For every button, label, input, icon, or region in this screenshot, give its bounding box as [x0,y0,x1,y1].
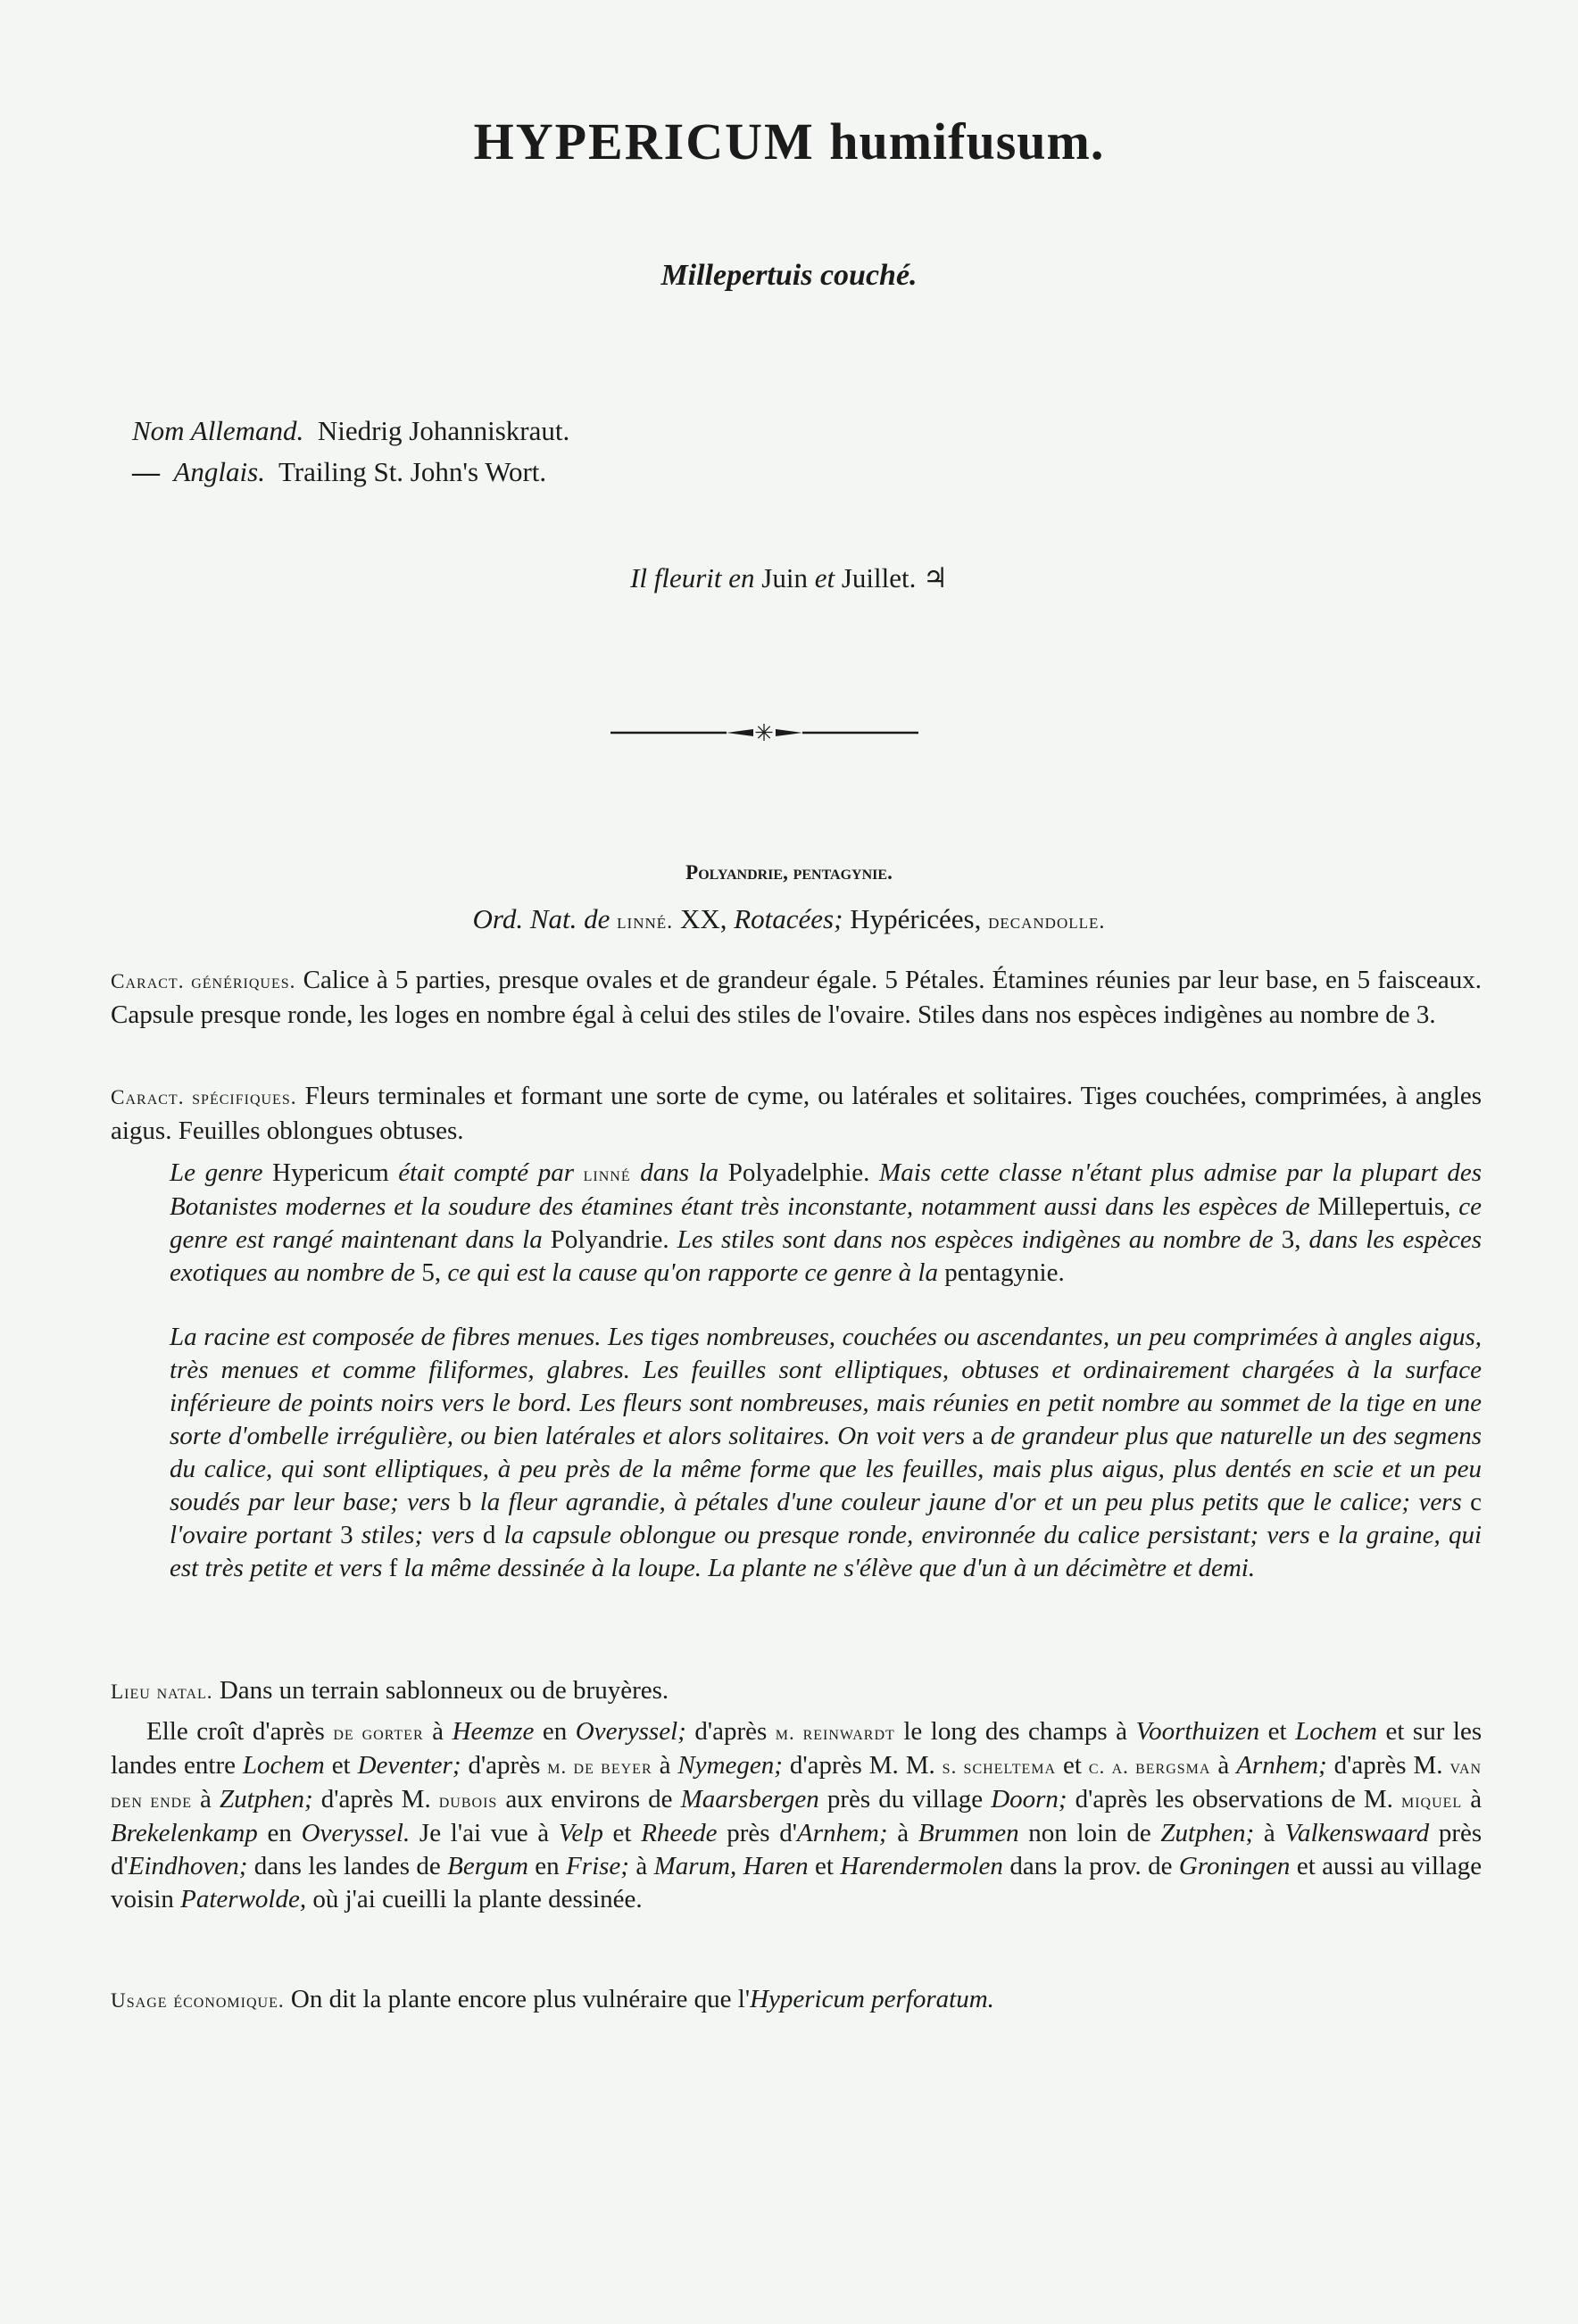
flowering-month-2: Juillet. [841,562,917,593]
p1-genus: Hypericum [272,1158,389,1187]
perennial-symbol: ♃ [923,562,948,593]
p2-text: la graine, qui est très petite et vers [170,1521,1482,1582]
specific-label: Caract. spécifiques. [111,1086,297,1109]
flowering-prefix: Il fleurit en [630,562,755,593]
place-name: Eindhoven; [128,1852,248,1880]
loc-text: d'après [468,1751,541,1780]
genus-name: HYPERICUM [473,112,815,170]
collector-name: de gorter [333,1722,424,1744]
p1-author: linné [583,1163,631,1185]
collector-name: m. reinwardt [775,1722,895,1744]
place-name: Frise; [566,1852,629,1880]
p1-text: Les stiles sont dans nos espèces indigènes au nombre de [677,1225,1274,1254]
loc-text: le long des champs à [903,1717,1128,1746]
place-name: Brummen [918,1819,1019,1847]
loc-text: d'après [694,1717,768,1746]
figure-ref: f [388,1554,398,1582]
loc-text: d'après M. [1333,1751,1443,1780]
p1-text: ce genre est rangé maintenant dans la [170,1192,1482,1254]
p1-number: 5, [421,1258,442,1287]
p2-text: la fleur agrandie, à pétales d'une couleur jaune d'or et un peu plus petits que le calice; vers [479,1488,1462,1516]
english-name: Trailing St. John's Wort. [278,456,547,487]
habitat-text: Dans un terrain sablonneux ou de bruyères. [219,1676,669,1705]
place-name: Nymegen; [677,1751,783,1780]
german-name: Niedrig Johanniskraut. [317,415,570,446]
description-paragraph [170,1321,1482,1585]
flowering-conjunction: et [814,562,835,593]
loc-text: en [267,1819,292,1847]
usage-text: On dit la plante encore plus vulnéraire que l' [290,1985,751,2013]
place-name: Lochem [242,1751,325,1780]
place-name: Haren [743,1852,809,1880]
p1-text: dans la [640,1158,719,1187]
p2-text: l'ovaire portant [170,1521,332,1549]
place-name: Harendermolen [840,1852,1003,1880]
place-name: Overyssel; [575,1717,686,1746]
generic-label: Caract. génériques. [111,970,296,993]
usage-label: Usage économique. [111,1989,285,2013]
place-name: Marum, [653,1852,737,1880]
p1-text: dans les espèces exotiques au nombre de [170,1225,1482,1287]
place-name: Arnhem; [1236,1751,1327,1780]
loc-text: à [659,1751,671,1780]
p2-number: 3 [340,1521,353,1549]
p2-text: stiles; vers [361,1521,475,1549]
loc-text: non loin de [1028,1819,1151,1847]
collector-name: m. de beyer [547,1755,652,1778]
place-name: Brekelenkamp [111,1819,258,1847]
p1-order: pentagynie. [944,1258,1065,1287]
english-label: Anglais. [173,456,265,487]
p1-number: 3, [1281,1225,1301,1254]
collector-name: dubois [438,1789,498,1812]
p1-text: Le genre [170,1158,263,1187]
p1-text: était compté par [398,1158,575,1187]
place-name: Velp [558,1819,603,1847]
place-name: Rheede [641,1819,718,1847]
loc-text: à [1263,1819,1275,1847]
generic-characters [111,964,1482,1032]
place-name: Groningen [1178,1852,1291,1880]
german-name-line [132,411,569,452]
p1-genus-fr: Millepertuis, [1317,1192,1451,1221]
loc-text: près d' [727,1819,798,1847]
place-name: Zutphen; [1160,1819,1255,1847]
loc-text: en [535,1852,560,1880]
place-name: Bergum [447,1852,528,1880]
localities-paragraph [111,1715,1482,1916]
figure-ref: b [458,1488,472,1516]
french-name: Millepertuis couché. [660,259,918,292]
loc-text: et [815,1852,834,1880]
loc-text: à [897,1819,909,1847]
ornament-divider [610,721,918,744]
loc-text: à [432,1717,444,1746]
figure-ref: a [972,1422,984,1450]
family-rotacees: Rotacées; [734,903,843,934]
figure-ref: d [482,1521,496,1549]
p2-text: la capsule oblongue ou presque ronde, environnée du calice persistant; vers [503,1521,1310,1549]
p1-class: Polyandrie. [550,1225,669,1254]
loc-text: et [331,1751,351,1780]
flowering-month-1: Juin [761,562,808,593]
place-name: Valkenswaard [1284,1819,1430,1847]
collector-name: s. scheltema [942,1755,1057,1778]
economic-use [111,1983,1482,2018]
author-decandolle: decandolle. [988,909,1106,934]
figure-ref: e [1317,1521,1330,1549]
order-number: XX, [679,903,727,934]
place-name: Overyssel. [301,1819,411,1847]
place-name: Paterwolde, [180,1885,307,1913]
p1-text: ce qui est la cause qu'on rapporte ce genre à la [447,1258,938,1287]
svg-text:✳: ✳ [754,721,774,744]
place-name: Voorthuizen [1135,1717,1260,1746]
habitat [111,1674,1482,1709]
flowering-period [0,562,1578,594]
loc-text: d'après les observations de M. [1075,1785,1393,1814]
generic-text: Calice à 5 parties, presque ovales et de grandeur égale. 5 Pétales. Étamines réunies par leur base, en 5 faisceaux. Capsule presque ronde, les loges en nombre égal à celui des stiles de l'ovaire. Stiles dans nos espèces indigènes au nombre de 3. [111,966,1482,1029]
p1-text: Mais cette classe n'étant plus admise par la plupart des Botanistes modernes et la soudure des étamines étant très inconstante, notamment aussi dans les espèces de [170,1158,1482,1221]
figure-ref: c [1470,1488,1482,1516]
loc-text: et [612,1819,632,1847]
specific-characters [111,1080,1482,1148]
linnaean-class: Polyandrie, pentagynie. [685,861,893,884]
family-hypericees: Hypéricées, [850,903,982,934]
loc-text: où j'ai cueilli la plante dessinée. [312,1885,643,1913]
loc-text: Elle croît d'après [146,1717,325,1746]
place-name: Zutphen; [219,1785,313,1814]
loc-text: d'après M. M. [789,1751,935,1780]
species-name: humifusum. [829,112,1105,170]
loc-text: aux environs de [505,1785,673,1814]
specific-text: Fleurs terminales et formant une sorte de cyme, ou latérales et solitaires. Tiges couchées, comprimées, à angles aigus. Feuilles oblongues obtuses. [111,1082,1482,1145]
collector-name: c. a. bergsma [1088,1755,1211,1778]
place-name: Doorn; [991,1785,1067,1814]
vernacular-names [132,411,569,493]
p1-class: Polyadelphie. [727,1158,870,1187]
place-name: Lochem [1295,1717,1377,1746]
place-name: Deventer; [357,1751,461,1780]
p2-text: la même dessinée à la loupe. La plante ne s'élève que d'un à un décimètre et demi. [403,1554,1256,1582]
loc-text: et [1267,1717,1287,1746]
loc-text: dans la prov. de [1009,1852,1173,1880]
loc-text: près du village [826,1785,984,1814]
order-label: Ord. Nat. de [472,903,610,934]
usage-species: Hypericum perforatum. [750,1985,994,2013]
loc-text: près d' [111,1819,1482,1880]
loc-text: à [635,1852,648,1880]
loc-text: en [542,1717,568,1746]
loc-text: dans les landes de [253,1852,441,1880]
loc-text: et aussi au village voisin [111,1852,1482,1913]
natural-order [0,903,1578,935]
place-name: Maarsbergen [680,1785,819,1814]
genus-note-paragraph [170,1157,1482,1290]
collector-name: miquel [1400,1789,1463,1812]
habitat-label: Lieu natal. [111,1681,213,1704]
english-name-line [132,452,569,493]
page-title [0,112,1578,171]
loc-text: et [1063,1751,1082,1780]
ditto-dash: — [132,456,160,487]
p2-text: de grandeur plus que naturelle un des segmens du calice, qui sont elliptiques, à peu près de la même forme que les feuilles, mais plus aigus, plus dentés en scie et un peu soudés par leur base; vers [170,1422,1482,1516]
loc-text: Je l'ai vue à [419,1819,550,1847]
author-linne: linné. [617,909,674,934]
loc-text: et sur les landes entre [111,1717,1482,1780]
loc-text: à [1217,1751,1230,1780]
loc-text: à [1470,1785,1482,1814]
german-label: Nom Allemand. [132,415,304,446]
p2-text: La racine est composée de fibres menues. Les tiges nombreuses, couchées ou ascendantes, un peu comprimées à angles aigus, très menues et comme filiformes, glabres. Les feuilles sont elliptiques, obtuses et ordinairement chargées à la surface inférieure de points noirs vers le bord. Les fleurs sont nombreuses, mais réunies en petit nombre au sommet de la tige en une sorte d'ombelle irrégulière, ou bien latérales et alors solitaires. On voit vers [170,1323,1482,1450]
loc-text: à [200,1785,212,1814]
place-name: Heemze [452,1717,535,1746]
collector-name: van den ende [111,1755,1482,1812]
place-name: Arnhem; [797,1819,888,1847]
loc-text: d'après M. [320,1785,431,1814]
